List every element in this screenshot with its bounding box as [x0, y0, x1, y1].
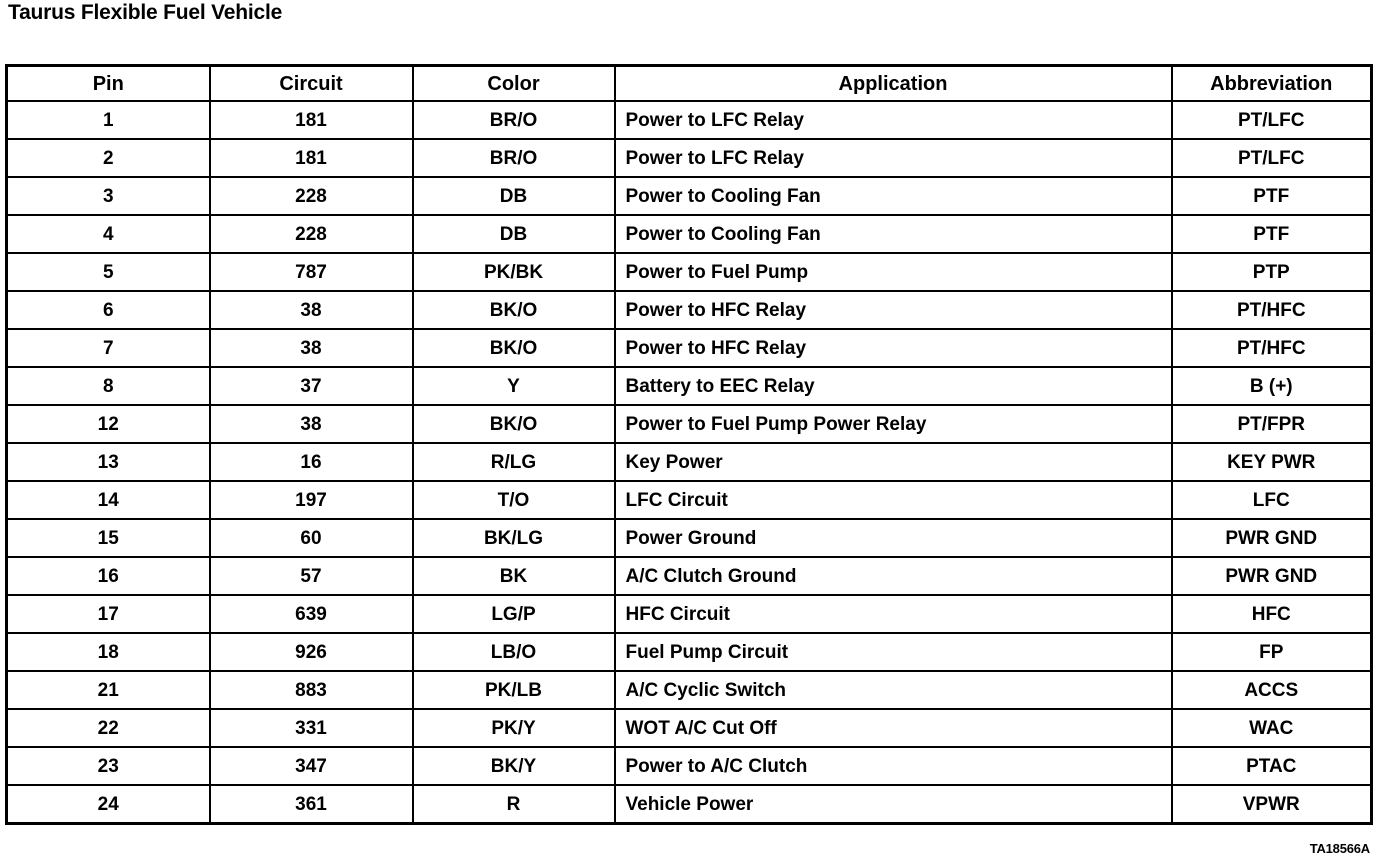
cell-circuit: 926 [210, 633, 413, 671]
cell-pin: 16 [7, 557, 210, 595]
column-header-circuit: Circuit [210, 66, 413, 102]
column-header-pin: Pin [7, 66, 210, 102]
cell-abbreviation: PWR GND [1172, 519, 1372, 557]
cell-color: DB [413, 177, 615, 215]
cell-pin: 18 [7, 633, 210, 671]
cell-color: R [413, 785, 615, 824]
cell-circuit: 331 [210, 709, 413, 747]
cell-abbreviation: PWR GND [1172, 557, 1372, 595]
cell-pin: 6 [7, 291, 210, 329]
cell-circuit: 347 [210, 747, 413, 785]
cell-circuit: 60 [210, 519, 413, 557]
cell-abbreviation: PT/HFC [1172, 329, 1372, 367]
cell-pin: 2 [7, 139, 210, 177]
table-row [7, 101, 1372, 139]
cell-pin: 4 [7, 215, 210, 253]
cell-circuit: 361 [210, 785, 413, 824]
cell-abbreviation: PTF [1172, 215, 1372, 253]
cell-circuit: 787 [210, 253, 413, 291]
cell-application: HFC Circuit [615, 595, 1172, 633]
cell-color: LB/O [413, 633, 615, 671]
cell-circuit: 639 [210, 595, 413, 633]
cell-abbreviation: PT/HFC [1172, 291, 1372, 329]
cell-abbreviation: ACCS [1172, 671, 1372, 709]
column-header-application: Application [615, 66, 1172, 102]
table-row [7, 709, 1372, 747]
cell-pin: 15 [7, 519, 210, 557]
cell-circuit: 16 [210, 443, 413, 481]
table-row [7, 557, 1372, 595]
cell-circuit: 228 [210, 177, 413, 215]
table-row [7, 405, 1372, 443]
table-row [7, 139, 1372, 177]
table-row [7, 215, 1372, 253]
cell-pin: 12 [7, 405, 210, 443]
cell-color: BK/LG [413, 519, 615, 557]
cell-color: R/LG [413, 443, 615, 481]
table-row [7, 329, 1372, 367]
cell-color: PK/LB [413, 671, 615, 709]
catalog-number: TA18566A [1309, 841, 1370, 856]
cell-abbreviation: B (+) [1172, 367, 1372, 405]
table-row [7, 595, 1372, 633]
cell-application: Power to LFC Relay [615, 101, 1172, 139]
cell-color: BK/O [413, 329, 615, 367]
cell-abbreviation: PTP [1172, 253, 1372, 291]
table-row [7, 633, 1372, 671]
cell-circuit: 181 [210, 139, 413, 177]
cell-color: Y [413, 367, 615, 405]
cell-color: BK/Y [413, 747, 615, 785]
connector-pin-table [5, 64, 1373, 825]
cell-pin: 7 [7, 329, 210, 367]
cell-circuit: 197 [210, 481, 413, 519]
cell-color: PK/BK [413, 253, 615, 291]
table-body [7, 101, 1372, 824]
cell-application: WOT A/C Cut Off [615, 709, 1172, 747]
table-row [7, 443, 1372, 481]
document-title: Taurus Flexible Fuel Vehicle [8, 1, 283, 24]
cell-application: Power to HFC Relay [615, 329, 1172, 367]
cell-pin: 21 [7, 671, 210, 709]
table-row [7, 177, 1372, 215]
cell-circuit: 38 [210, 329, 413, 367]
cell-abbreviation: HFC [1172, 595, 1372, 633]
cell-abbreviation: PTF [1172, 177, 1372, 215]
cell-abbreviation: KEY PWR [1172, 443, 1372, 481]
cell-application: A/C Cyclic Switch [615, 671, 1172, 709]
cell-pin: 24 [7, 785, 210, 824]
table-row [7, 671, 1372, 709]
cell-abbreviation: FP [1172, 633, 1372, 671]
table-row [7, 519, 1372, 557]
cell-pin: 3 [7, 177, 210, 215]
cell-application: Fuel Pump Circuit [615, 633, 1172, 671]
cell-color: BK/O [413, 405, 615, 443]
cell-circuit: 57 [210, 557, 413, 595]
table-row [7, 481, 1372, 519]
table-row [7, 785, 1372, 824]
cell-application: Power to Cooling Fan [615, 215, 1172, 253]
cell-abbreviation: PT/LFC [1172, 101, 1372, 139]
cell-circuit: 181 [210, 101, 413, 139]
cell-abbreviation: PTAC [1172, 747, 1372, 785]
cell-color: BR/O [413, 101, 615, 139]
table-row [7, 747, 1372, 785]
cell-circuit: 883 [210, 671, 413, 709]
cell-pin: 5 [7, 253, 210, 291]
cell-circuit: 37 [210, 367, 413, 405]
cell-color: BK/O [413, 291, 615, 329]
cell-color: PK/Y [413, 709, 615, 747]
cell-color: BK [413, 557, 615, 595]
cell-circuit: 38 [210, 405, 413, 443]
cell-pin: 23 [7, 747, 210, 785]
cell-application: LFC Circuit [615, 481, 1172, 519]
cell-application: Vehicle Power [615, 785, 1172, 824]
cell-abbreviation: WAC [1172, 709, 1372, 747]
column-header-color: Color [413, 66, 615, 102]
cell-abbreviation: PT/FPR [1172, 405, 1372, 443]
cell-application: Power to Cooling Fan [615, 177, 1172, 215]
cell-application: Power to HFC Relay [615, 291, 1172, 329]
column-header-abbreviation: Abbreviation [1172, 66, 1372, 102]
cell-application: Battery to EEC Relay [615, 367, 1172, 405]
cell-application: Power to A/C Clutch [615, 747, 1172, 785]
cell-pin: 22 [7, 709, 210, 747]
cell-circuit: 228 [210, 215, 413, 253]
cell-abbreviation: VPWR [1172, 785, 1372, 824]
table-row [7, 291, 1372, 329]
table-header-row [7, 66, 1372, 102]
cell-pin: 8 [7, 367, 210, 405]
cell-pin: 14 [7, 481, 210, 519]
cell-application: Power to Fuel Pump [615, 253, 1172, 291]
cell-abbreviation: PT/LFC [1172, 139, 1372, 177]
cell-circuit: 38 [210, 291, 413, 329]
cell-color: T/O [413, 481, 615, 519]
table-row [7, 253, 1372, 291]
cell-color: DB [413, 215, 615, 253]
cell-color: BR/O [413, 139, 615, 177]
cell-application: A/C Clutch Ground [615, 557, 1172, 595]
cell-application: Power to Fuel Pump Power Relay [615, 405, 1172, 443]
cell-application: Power to LFC Relay [615, 139, 1172, 177]
cell-pin: 17 [7, 595, 210, 633]
cell-application: Key Power [615, 443, 1172, 481]
cell-abbreviation: LFC [1172, 481, 1372, 519]
table-row [7, 367, 1372, 405]
cell-color: LG/P [413, 595, 615, 633]
cell-pin: 1 [7, 101, 210, 139]
cell-application: Power Ground [615, 519, 1172, 557]
cell-pin: 13 [7, 443, 210, 481]
